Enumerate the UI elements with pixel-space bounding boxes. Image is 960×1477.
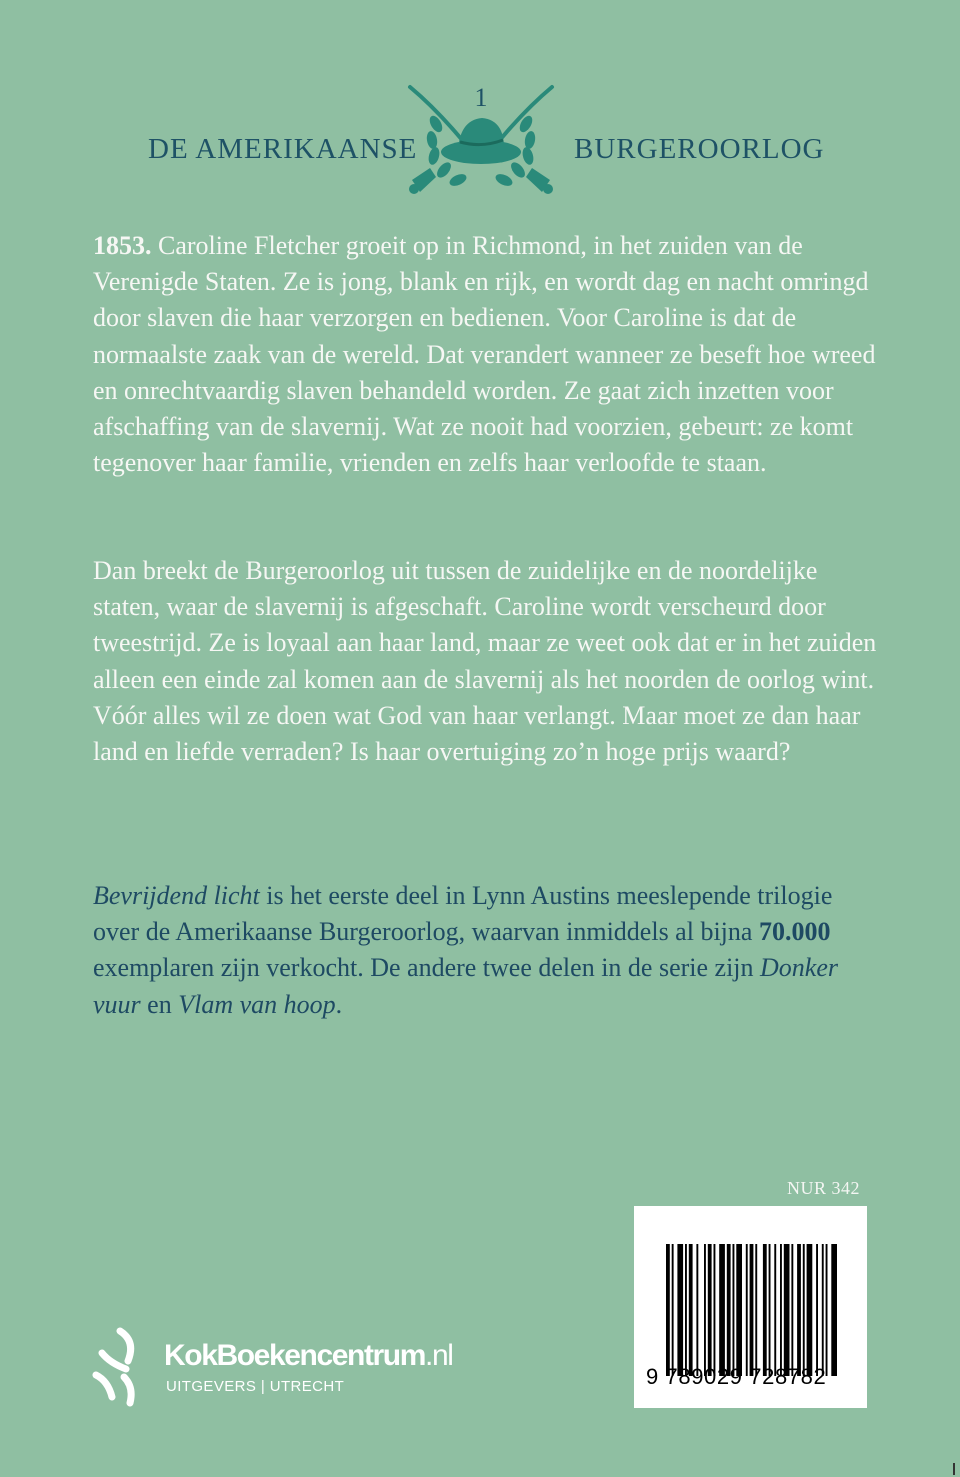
nur-code: NUR 342 xyxy=(787,1178,861,1198)
book-title-2: Donker vuur xyxy=(93,953,839,1019)
barcode-bar xyxy=(784,1244,790,1376)
barcode-bar xyxy=(807,1244,813,1376)
barcode-bar xyxy=(780,1244,782,1376)
barcode-bar xyxy=(831,1244,837,1376)
barcode xyxy=(634,1206,867,1408)
sales-count: 70.000 xyxy=(758,917,831,947)
barcode-bar xyxy=(803,1244,805,1376)
kokboekencentrum-x-logo-icon xyxy=(90,1325,146,1409)
series-title-right: BURGEROORLOG xyxy=(574,133,825,165)
barcode-bar xyxy=(769,1244,771,1376)
blurb-paragraph-3 xyxy=(93,878,883,1023)
publisher-logo xyxy=(90,1325,490,1415)
barcode-bar xyxy=(672,1244,674,1376)
series-title-left: DE AMERIKAANSE xyxy=(148,133,418,165)
publisher-name-main: KokBoekencentrum xyxy=(164,1339,426,1372)
barcode-bar xyxy=(736,1244,742,1376)
blurb-p3-text-b: exemplaren zijn verkocht. De andere twee delen in de serie zijn xyxy=(93,953,761,983)
barcode-bar xyxy=(685,1244,687,1376)
volume-number: 1 xyxy=(474,83,488,112)
blurb-paragraph-2: Dan breekt de Burgeroorlog uit tussen de zuidelijke en de noordelijke staten, waar de slavernij is afgeschaft. Caroline wordt verscheurd door tweestrijd. Ze is loyaal aan haar land, maar ze weet ook dat er in het zuiden alleen een einde zal komen aan de slavernij als het noorden de oorlog wint. Vóór alles wil ze doen wat God van haar verlangt. Maar moet ze dan haar land en liefde verraden? Is haar overtuiging zo’n hoge prijs waard? xyxy=(93,556,877,767)
barcode-bar xyxy=(727,1244,731,1376)
barcode-bar xyxy=(822,1244,824,1376)
crop-mark xyxy=(953,1463,955,1475)
blurb-paragraph-1 xyxy=(93,228,883,481)
barcode-bar xyxy=(750,1244,754,1376)
barcode-bar xyxy=(677,1244,683,1376)
publisher-subtitle: UITGEVERS | UTRECHT xyxy=(166,1378,345,1395)
barcode-bar xyxy=(666,1244,670,1376)
barcode-bar xyxy=(733,1244,735,1376)
barcode-bar xyxy=(689,1244,693,1376)
blurb-p3-end: . xyxy=(335,989,343,1019)
barcode-bar xyxy=(774,1244,776,1376)
barcode-bar xyxy=(714,1244,716,1376)
publisher-tld: .nl xyxy=(425,1339,453,1372)
barcode-bar xyxy=(791,1244,793,1376)
barcode-bar xyxy=(704,1244,706,1376)
blurb-p3-text-a: is het eerste deel in Lynn Austins meeslepende trilogie over de Amerikaanse Burgeroorlog, waarvan inmiddels al bijna xyxy=(93,881,833,947)
barcode-bar xyxy=(746,1244,748,1376)
barcode-bar xyxy=(755,1244,757,1376)
barcode-bar xyxy=(797,1244,801,1376)
blurb-year: 1853. xyxy=(93,231,152,260)
barcode-bar xyxy=(816,1244,818,1376)
hat-laurel-swords-emblem-icon xyxy=(400,82,562,207)
barcode-bar xyxy=(763,1244,767,1376)
publisher-name xyxy=(164,1339,453,1373)
blurb-p1-text: Caroline Fletcher groeit op in Richmond, in het zuiden van de Verenigde Staten. Ze is jong, blank en rijk, en wordt dag en nacht omringd door slaven die haar verzorgen en bedienen. Voor Caroline is dat de normaalste zaak van de wereld. Dat verandert wanneer ze beseft hoe wreed en onrechtvaardig slaven behandeld worden. Ze gaat zich inzetten voor afschaffing van de slavernij. Wat ze nooit had voorzien, gebeurt: ze komt tegenover haar familie, vrienden en zelfs haar verloofde te staan. xyxy=(93,231,876,478)
barcode-bar xyxy=(719,1244,725,1376)
barcode-bar xyxy=(696,1244,698,1376)
book-title-3: Vlam van hoop xyxy=(178,989,336,1019)
barcode-bar xyxy=(708,1244,712,1376)
blurb-p3-and: en xyxy=(140,989,179,1019)
book-title: Bevrijdend licht xyxy=(93,881,260,910)
isbn-number: 9 789029 728782 xyxy=(646,1364,827,1389)
barcode-bar xyxy=(826,1244,828,1376)
